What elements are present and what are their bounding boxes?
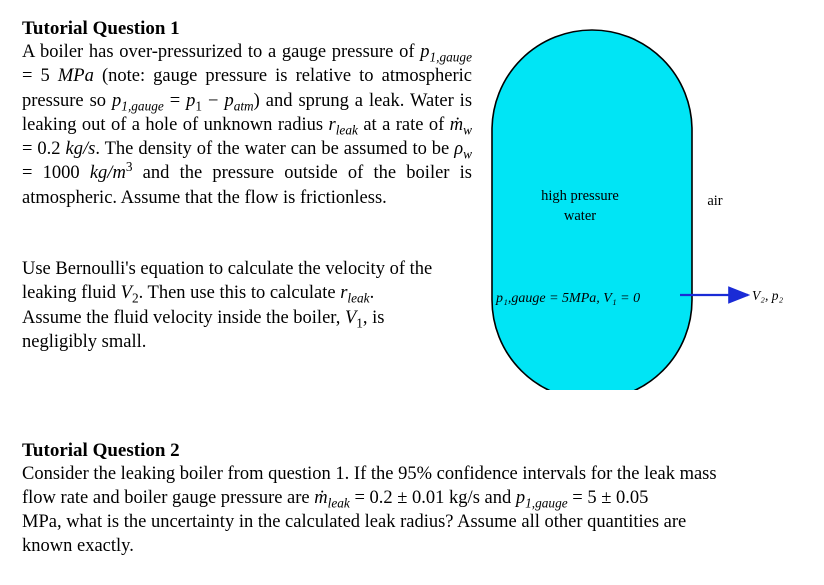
air-label: air	[707, 193, 723, 209]
water-label: water	[563, 208, 597, 224]
tutorial-question-1	[22, 18, 472, 210]
boiler-diagram	[470, 20, 810, 390]
gauge-pressure-label: p₁,gauge = 5MPa, V₁ = 0	[496, 291, 641, 306]
question-1-title: Tutorial Question 1	[22, 18, 180, 39]
question-2-title: Tutorial Question 2	[22, 440, 180, 461]
high-pressure-label: high pressure	[541, 188, 619, 204]
outlet-label: V₂, p₂	[752, 288, 784, 303]
question-1-problem-text: A boiler has over-pressurized to a gauge pressure of $p_{1,gauge} = 5$ MPa (note: gauge pressure is relative to atmospheric pressure so $p_{1,gauge} = p_1 - p_{atm}$) and sprung a leak. Water is leaking out of a hole of unknown radius $r_{leak}$ at a rate of ṁ$_w$ = 0.2 kg/s. The density of the water can be assumed to be $\rho_w = 1000$ $kg/m^3$ and the pressure outside of the boiler is atmospheric. Assume that the flow is frictionless.	[22, 42, 473, 208]
question-1-instructions: Use Bernoulli's equation to calculate the velocity of the leaking fluid $V_2$. Then use this to calculate $r_{leak}$. Assume the fluid velocity inside the boiler, $V_1$, is negligibly small.	[22, 259, 433, 352]
tutorial-question-2	[22, 440, 812, 558]
question-2-text: Consider the leaking boiler from question 1. If the 95% confidence intervals for the leak mass flow rate and boiler gauge pressure are ṁ$_{leak}$ = 0.2 ± 0.01 kg/s and $p_{1,gauge} = 5 \pm 0.05$ MPa, what is the uncertainty in the calculated leak radius? Assume all other quantities are known exactly.	[22, 464, 717, 556]
